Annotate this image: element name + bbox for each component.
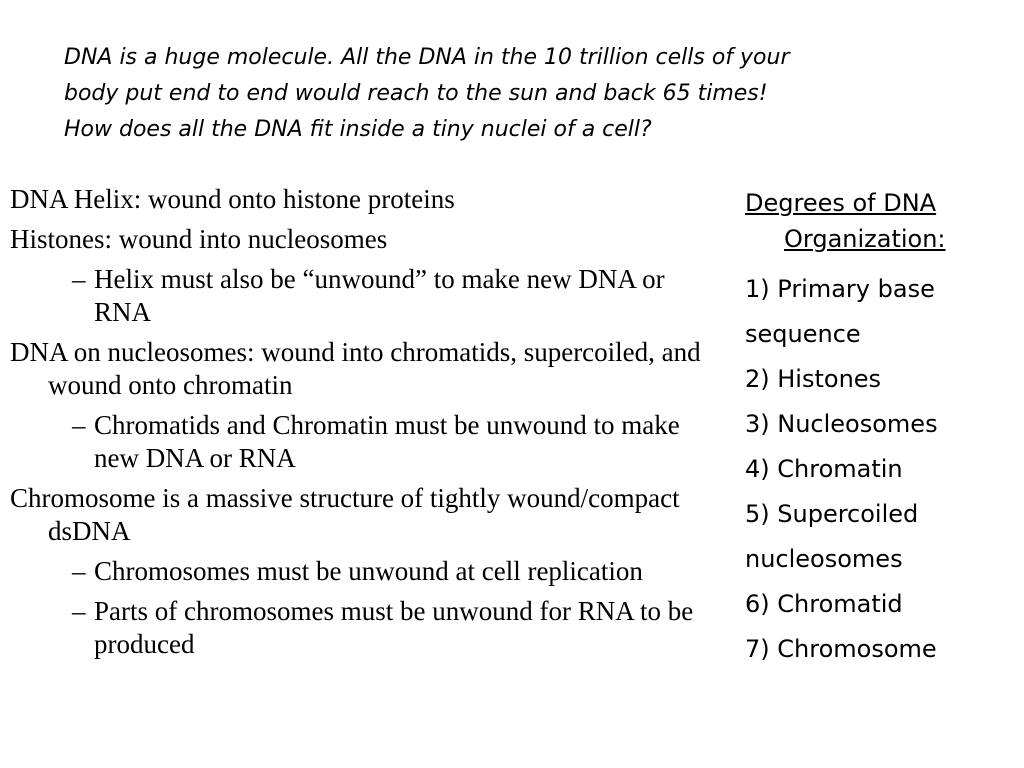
bullet-list <box>10 183 710 668</box>
dash-bullet: – <box>72 410 86 440</box>
dash-bullet: – <box>72 596 86 626</box>
heading-line: Degrees of DNA <box>745 189 937 217</box>
organization-list-item: 1) Primary base <box>745 275 935 303</box>
organization-list-item: 5) Supercoiled <box>745 500 919 528</box>
sub-bullet-item <box>10 555 710 588</box>
sub-bullet-text: Parts of chromosomes must be unwound for RNA to be produced <box>94 596 694 659</box>
sub-bullet-text: Chromatids and Chromatin must be unwound to make new DNA or RNA <box>94 410 680 473</box>
organization-list-item: sequence <box>745 320 861 348</box>
organization-list-item: 2) Histones <box>745 365 882 393</box>
organization-list <box>745 267 1015 672</box>
sub-bullet-item <box>10 409 710 475</box>
organization-list-item: 3) Nucleosomes <box>745 410 938 438</box>
heading-line: Organization: <box>784 225 946 253</box>
organization-panel <box>745 185 1015 672</box>
bullet-item: DNA Helix: wound onto histone proteins <box>10 184 455 214</box>
title-line: body put end to end would reach to the sun and back 65 times! <box>64 81 768 106</box>
bullet-item: DNA on nucleosomes: wound into chromatids, supercoiled, and wound onto chromatin <box>10 337 701 400</box>
sub-bullet-item <box>10 595 710 661</box>
slide-title <box>64 40 964 148</box>
organization-heading <box>745 185 1015 257</box>
sub-bullet-text: Helix must also be “unwound” to make new DNA or RNA <box>94 264 665 327</box>
organization-list-item: 4) Chromatin <box>745 455 903 483</box>
bullet-item: Chromosome is a massive structure of tightly wound/compact dsDNA <box>10 483 680 546</box>
title-line: How does all the DNA fit inside a tiny nuclei of a cell? <box>64 117 652 142</box>
bullet-item: Histones: wound into nucleosomes <box>10 224 388 254</box>
organization-list-item: nucleosomes <box>745 545 903 573</box>
sub-bullet-item <box>10 263 710 329</box>
title-line: DNA is a huge molecule. All the DNA in the 10 trillion cells of your <box>64 45 790 70</box>
organization-list-item: 7) Chromosome <box>745 635 937 663</box>
dash-bullet: – <box>72 556 86 586</box>
sub-bullet-text: Chromosomes must be unwound at cell replication <box>94 556 643 586</box>
dash-bullet: – <box>72 264 86 294</box>
organization-list-item: 6) Chromatid <box>745 590 903 618</box>
